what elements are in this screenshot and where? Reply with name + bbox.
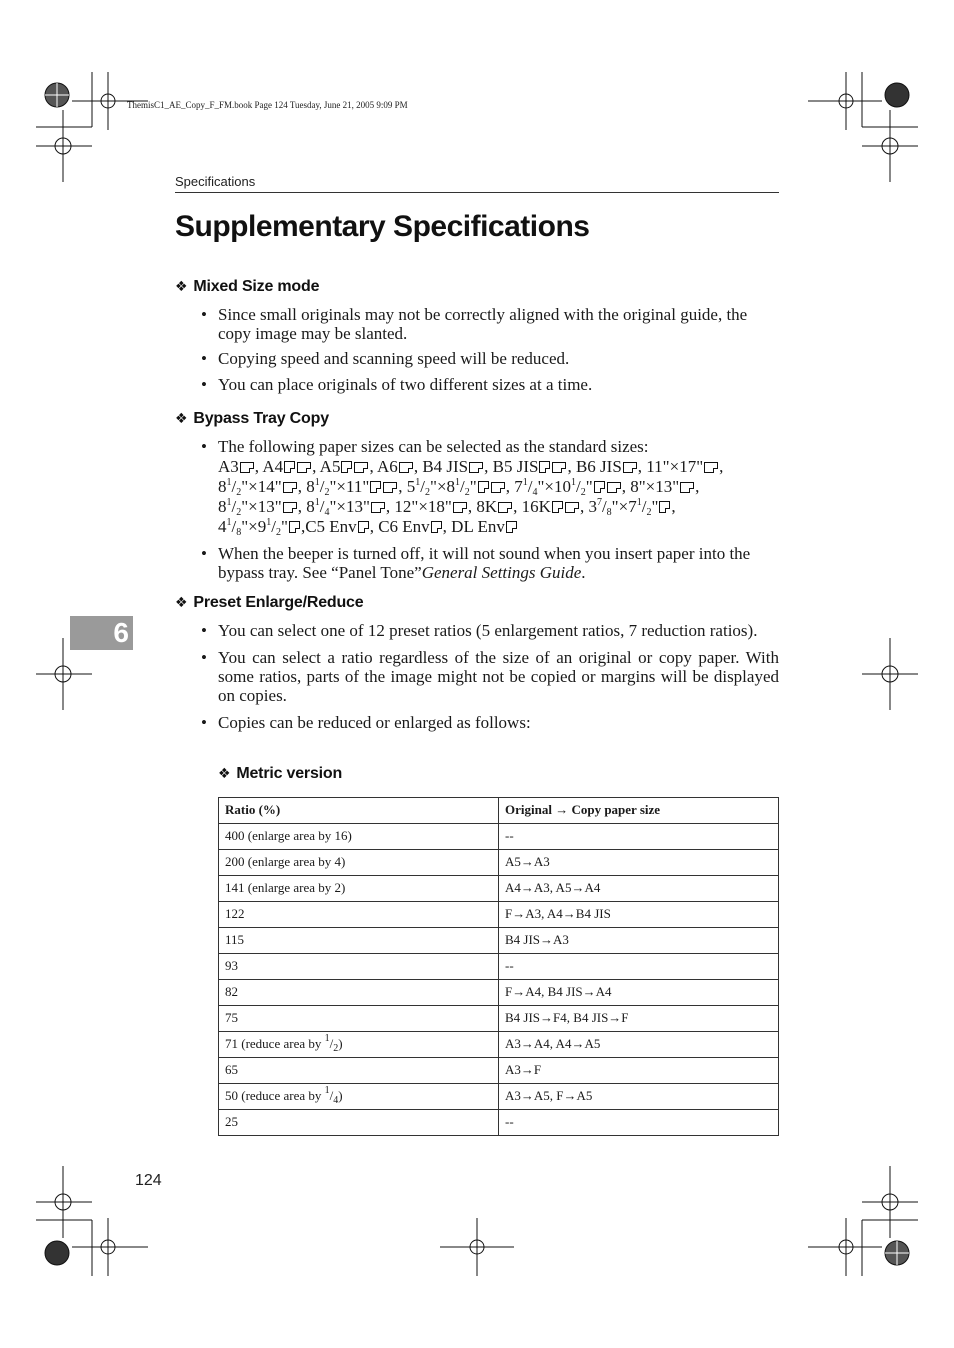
fraction-denominator: 2 bbox=[580, 487, 586, 498]
portrait-paper-icon bbox=[358, 521, 369, 533]
ratio-cell: 65 bbox=[219, 1058, 499, 1084]
table-row bbox=[219, 954, 779, 980]
portrait-paper-icon bbox=[539, 461, 550, 473]
landscape-paper-icon bbox=[283, 482, 297, 493]
paper-sizes: A3 , A4 , A5 , A6 , B4 JIS , B5 JIS , B6 JIS , 11"×17" , $8^1/_2"\times 14$" , $8^1/_2"\times 11$" , $5^1/_2"\times 8^1/_2$" , $7^1/_4"\times 10^1/_2$" , 8"×13" , $8^1/_2"\times 13$" , $8^1/_4"\times 13$" , 12"×18" , 8K , 16K , $3^7/_8"\times 7^1/_2$" , $4^1/_8"\times 9^1/_2$" ,C5 Env , C6 Env , DL Env bbox=[218, 457, 724, 538]
size-label: , 8 bbox=[297, 477, 315, 496]
book-info-line: ThemisC1_AE_Copy_F_FM.book Page 124 Tuesday, June 21, 2005 9:09 PM bbox=[127, 100, 408, 110]
portrait-paper-icon bbox=[431, 521, 442, 533]
beeper-note-end: . bbox=[581, 563, 586, 582]
portrait-paper-icon bbox=[478, 481, 489, 493]
guide-reference: General Settings Guide bbox=[421, 563, 582, 582]
fraction-numerator: 7 bbox=[596, 497, 602, 508]
chapter-tab: 6 bbox=[70, 616, 133, 650]
paper-size-cell: A4→A3, A5→A4 bbox=[499, 876, 779, 902]
landscape-paper-icon bbox=[552, 462, 566, 473]
fraction-denominator: 8 bbox=[606, 507, 612, 518]
size-label: ,C5 Env bbox=[300, 517, 357, 536]
landscape-paper-icon bbox=[704, 462, 718, 473]
landscape-paper-icon bbox=[240, 462, 254, 473]
preset-bullets bbox=[198, 621, 779, 732]
size-label: "×13" bbox=[241, 497, 282, 516]
ratio-cell: 141 (enlarge area by 2) bbox=[219, 876, 499, 902]
ratio-cell: 71 (reduce area by $^1/_2$) bbox=[219, 1032, 499, 1058]
portrait-paper-icon bbox=[659, 501, 670, 513]
size-label: "×8 bbox=[430, 477, 456, 496]
fraction-denominator: 4 bbox=[532, 487, 538, 498]
table-row bbox=[219, 850, 779, 876]
fraction-numerator: 1 bbox=[314, 477, 320, 488]
ratio-text: 71 (reduce area by bbox=[225, 1036, 325, 1051]
table-row bbox=[219, 1110, 779, 1136]
fraction-denominator: 2 bbox=[333, 1043, 339, 1054]
diamond-bullet-icon: ❖ bbox=[175, 278, 188, 294]
running-header: Specifications bbox=[175, 174, 256, 189]
size-label: " bbox=[281, 517, 288, 536]
size-label: " bbox=[651, 497, 659, 516]
size-label: , 11"×17" bbox=[637, 457, 704, 476]
section-heading-preset bbox=[175, 594, 363, 612]
size-label: , B6 JIS bbox=[567, 457, 622, 476]
size-label: , 16K bbox=[513, 497, 551, 516]
ratio-cell: 400 (enlarge area by 16) bbox=[219, 824, 499, 850]
landscape-paper-icon bbox=[383, 482, 397, 493]
list-item bbox=[198, 437, 779, 537]
page-number: 124 bbox=[135, 1172, 162, 1189]
table-row bbox=[219, 1058, 779, 1084]
size-label: , 3 bbox=[579, 497, 597, 516]
paper-size-cell: B4 JIS→A3 bbox=[499, 928, 779, 954]
size-label: , A6 bbox=[369, 457, 398, 476]
section-heading-label: Bypass Tray Copy bbox=[193, 410, 329, 427]
table-row bbox=[219, 876, 779, 902]
portrait-paper-icon bbox=[289, 521, 300, 533]
landscape-paper-icon bbox=[498, 502, 512, 513]
landscape-paper-icon bbox=[469, 462, 483, 473]
paper-size-cell: -- bbox=[499, 1110, 779, 1136]
ratio-table bbox=[218, 797, 779, 1136]
fraction-numerator: 1 bbox=[455, 477, 461, 488]
fraction-numerator: 1 bbox=[522, 477, 528, 488]
bypass-tray-bullets bbox=[198, 437, 779, 582]
fraction-denominator: 4 bbox=[324, 507, 330, 518]
list-item: • Copies can be reduced or enlarged as follows: bbox=[198, 713, 779, 732]
paper-size-cell: -- bbox=[499, 954, 779, 980]
portrait-paper-icon bbox=[341, 461, 352, 473]
portrait-paper-icon bbox=[370, 481, 381, 493]
fraction-denominator: 2 bbox=[646, 507, 652, 518]
size-label: " bbox=[469, 477, 477, 496]
landscape-paper-icon bbox=[453, 502, 467, 513]
table-row bbox=[219, 928, 779, 954]
ratio-cell: 115 bbox=[219, 928, 499, 954]
landscape-paper-icon bbox=[354, 462, 368, 473]
table-row bbox=[219, 1032, 779, 1058]
section-heading-bypass-tray bbox=[175, 410, 329, 428]
mixed-size-bullets bbox=[198, 305, 779, 394]
fraction-numerator: 1 bbox=[324, 1033, 330, 1044]
size-label: "×7 bbox=[611, 497, 637, 516]
table-row bbox=[219, 980, 779, 1006]
table-row bbox=[219, 1084, 779, 1110]
fraction-numerator: 1 bbox=[571, 477, 576, 488]
ratio-cell: 122 bbox=[219, 902, 499, 928]
fraction-numerator: 1 bbox=[314, 497, 320, 508]
sub-heading-metric bbox=[218, 765, 342, 783]
landscape-paper-icon bbox=[371, 502, 385, 513]
paper-size-cell: A5→A3 bbox=[499, 850, 779, 876]
fraction-numerator: 1 bbox=[266, 517, 272, 528]
fraction-denominator: 8 bbox=[236, 527, 242, 538]
landscape-paper-icon bbox=[399, 462, 413, 473]
paper-size-cell: A3→A5, F→A5 bbox=[499, 1084, 779, 1110]
ratio-cell: 200 (enlarge area by 4) bbox=[219, 850, 499, 876]
size-label: , 5 bbox=[398, 477, 416, 496]
ratio-cell: 75 bbox=[219, 1006, 499, 1032]
size-label: , 12"×18" bbox=[385, 497, 452, 516]
page-title: Supplementary Specifications bbox=[175, 210, 590, 243]
paper-sizes-intro: The following paper sizes can be selected as the standard sizes: bbox=[218, 437, 649, 456]
closing-paren: ) bbox=[338, 1088, 343, 1103]
section-heading-mixed-size bbox=[175, 278, 319, 296]
table-row bbox=[219, 902, 779, 928]
diamond-bullet-icon: ❖ bbox=[175, 594, 188, 610]
list-item bbox=[198, 544, 779, 582]
ratio-text: 50 (reduce area by bbox=[225, 1088, 325, 1103]
list-item: • You can select one of 12 preset ratios (5 enlargement ratios, 7 reduction ratios). bbox=[198, 621, 779, 640]
closing-paren: ) bbox=[338, 1036, 343, 1051]
fraction-numerator: 1 bbox=[636, 497, 642, 508]
fraction-numerator: 1 bbox=[226, 497, 232, 508]
paper-size-cell: F→A4, B4 JIS→A4 bbox=[499, 980, 779, 1006]
size-label: "×10 bbox=[537, 477, 571, 496]
paper-size-cell: F→A3, A4→B4 JIS bbox=[499, 902, 779, 928]
portrait-paper-icon bbox=[552, 501, 563, 513]
size-label: , A4 bbox=[254, 457, 284, 476]
portrait-paper-icon bbox=[284, 461, 295, 473]
paper-size-cell: B4 JIS→F4, B4 JIS→F bbox=[499, 1006, 779, 1032]
landscape-paper-icon bbox=[680, 482, 694, 493]
portrait-paper-icon bbox=[506, 521, 517, 533]
size-label: 8 bbox=[218, 497, 227, 516]
fraction-numerator: 1 bbox=[324, 1085, 330, 1096]
landscape-paper-icon bbox=[607, 482, 621, 493]
size-label: , 8 bbox=[297, 497, 315, 516]
fraction-numerator: 1 bbox=[226, 477, 232, 488]
table-header-row bbox=[219, 798, 779, 824]
fraction-denominator: 4 bbox=[333, 1095, 339, 1106]
portrait-paper-icon bbox=[594, 481, 605, 493]
section-heading-label: Mixed Size mode bbox=[193, 278, 320, 295]
ratio-cell: 50 (reduce area by $^1/_4$) bbox=[219, 1084, 499, 1110]
fraction-denominator: 2 bbox=[236, 507, 242, 518]
size-label: , 8"×13" bbox=[621, 477, 680, 496]
size-label: , DL Env bbox=[442, 517, 505, 536]
landscape-paper-icon bbox=[491, 482, 505, 493]
size-label: A3 bbox=[218, 457, 239, 476]
section-heading-label: Preset Enlarge/Reduce bbox=[193, 594, 364, 611]
sub-heading-label: Metric version bbox=[236, 765, 343, 782]
column-header-ratio: Ratio (%) bbox=[219, 798, 499, 824]
size-label: , B5 JIS bbox=[484, 457, 539, 476]
diamond-bullet-icon: ❖ bbox=[175, 410, 188, 426]
fraction-denominator: 2 bbox=[464, 487, 470, 498]
fraction-denominator: 2 bbox=[324, 487, 330, 498]
header-rule bbox=[175, 192, 779, 193]
ratio-cell: 25 bbox=[219, 1110, 499, 1136]
size-label: , C6 Env bbox=[369, 517, 430, 536]
list-item: • Since small originals may not be correctly aligned with the original guide, the copy image may be slanted. bbox=[198, 305, 779, 343]
size-label: , 8K bbox=[467, 497, 498, 516]
list-item: • You can select a ratio regardless of the size of an original or copy paper. With some ratios, parts of the image might not be copied or margins will be displayed on copies. bbox=[198, 648, 779, 705]
paper-size-cell: -- bbox=[499, 824, 779, 850]
size-label: "×13" bbox=[329, 497, 370, 516]
list-item: • You can place originals of two different sizes at a time. bbox=[198, 375, 779, 394]
fraction-denominator: 2 bbox=[236, 487, 242, 498]
landscape-paper-icon bbox=[297, 462, 311, 473]
landscape-paper-icon bbox=[283, 502, 297, 513]
table-row bbox=[219, 1006, 779, 1032]
landscape-paper-icon bbox=[565, 502, 579, 513]
fraction-numerator: 1 bbox=[415, 477, 421, 488]
size-label: , 7 bbox=[505, 477, 523, 496]
table-row bbox=[219, 824, 779, 850]
fraction-numerator: 1 bbox=[226, 517, 232, 528]
size-label: "×14" bbox=[241, 477, 282, 496]
list-item: • Copying speed and scanning speed will be reduced. bbox=[198, 349, 779, 368]
diamond-bullet-icon: ❖ bbox=[218, 765, 231, 781]
paper-size-cell: A3→F bbox=[499, 1058, 779, 1084]
ratio-cell: 93 bbox=[219, 954, 499, 980]
size-label: " bbox=[585, 477, 593, 496]
ratio-cell: 82 bbox=[219, 980, 499, 1006]
beeper-note: When the beeper is turned off, it will not sound when you insert paper into the bypass tray. See “Panel Tone” bbox=[218, 544, 751, 582]
column-header-paper-size: Original → Copy paper size bbox=[499, 798, 779, 824]
size-label: "×9 bbox=[241, 517, 267, 536]
paper-size-cell: A3→A4, A4→A5 bbox=[499, 1032, 779, 1058]
landscape-paper-icon bbox=[623, 462, 637, 473]
fraction-denominator: 2 bbox=[425, 487, 431, 498]
size-label: , B4 JIS bbox=[413, 457, 469, 476]
size-label: "×11" bbox=[329, 477, 370, 496]
fraction-denominator: 2 bbox=[276, 527, 281, 538]
size-label: , A5 bbox=[312, 457, 341, 476]
